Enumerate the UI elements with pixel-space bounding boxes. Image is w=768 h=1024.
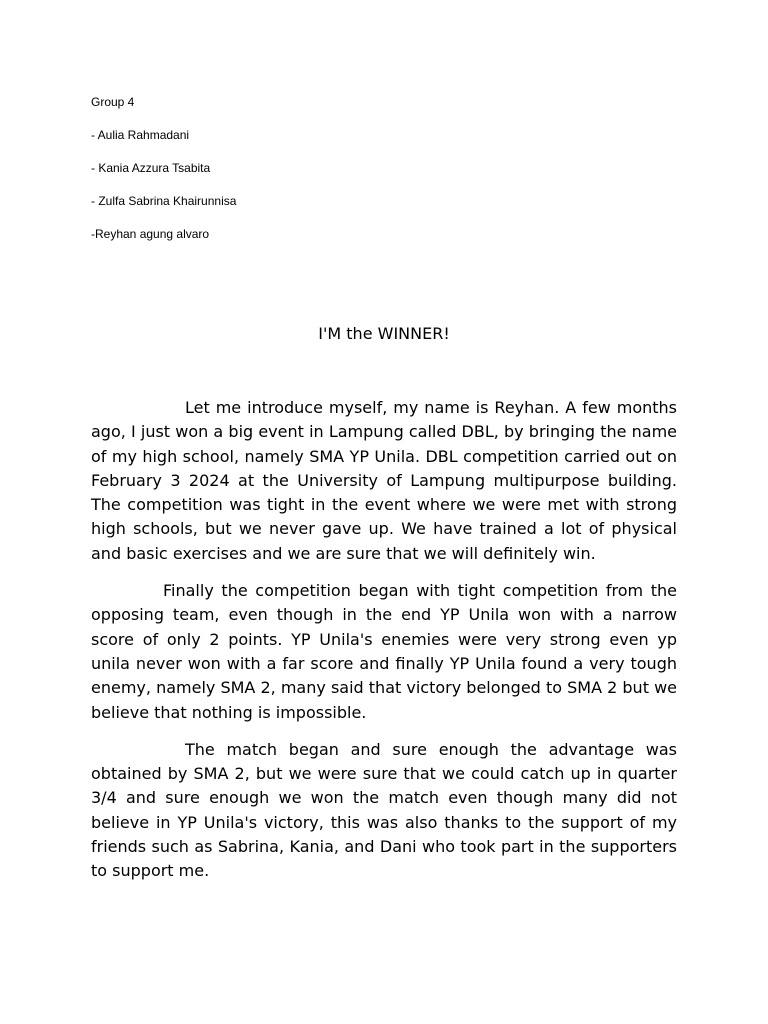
member-item: -Reyhan agung alvaro <box>91 227 210 241</box>
member-item: - Zulfa Sabrina Khairunnisa <box>91 194 237 208</box>
document-title: I'M the WINNER! <box>318 324 450 343</box>
group-members-block <box>91 94 236 259</box>
document-body <box>91 396 677 897</box>
member-item: - Aulia Rahmadani <box>91 128 190 142</box>
body-paragraph-2: Finally the competition began with tight competition from the opposing team, even though in the end YP Unila won with a narrow score of only 2 points. YP Unila's enemies were very strong even yp unila never won with a far score and finally YP Unila found a very tough enemy, namely SMA 2, many said that victory belonged to SMA 2 but we believe that nothing is impossible. <box>91 581 677 722</box>
member-item: - Kania Azzura Tsabita <box>91 161 211 175</box>
body-paragraph-3: The match began and sure enough the advantage was obtained by SMA 2, but we were sure that we could catch up in quarter 3/4 and sure enough we won the match even though many did not believe in YP Unila's victory, this was also thanks to the support of my friends such as Sabrina, Kania, and Dani who took part in the supporters to support me. <box>91 739 677 881</box>
group-heading: Group 4 <box>91 95 135 109</box>
body-paragraph-1: Let me introduce myself, my name is Reyhan. A few months ago, I just won a big event in Lampung called DBL, by bringing the name of my high school, namely SMA YP Unila. DBL competition carried out on February 3 2024 at the University of Lampung multipurpose building. The competition was tight in the event where we were met with strong high schools, but we never gave up. We have trained a lot of physical and basic exercises and we are sure that we will definitely win. <box>91 398 677 563</box>
